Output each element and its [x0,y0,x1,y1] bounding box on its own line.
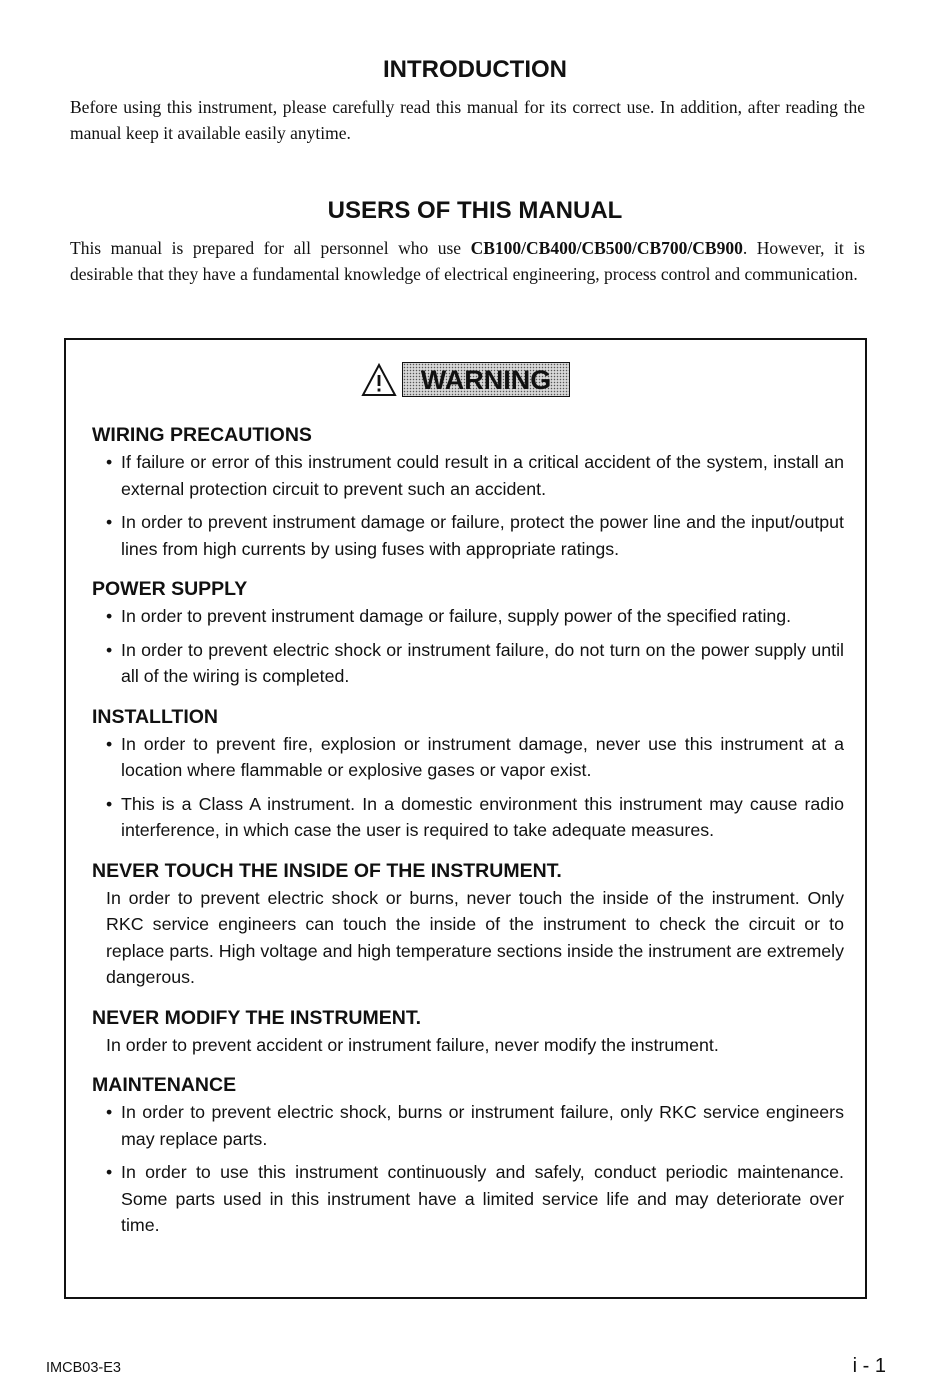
section-maintenance [92,1072,844,1239]
warning-label: WARNING [402,362,571,397]
section-text: In order to prevent electric shock or burns, never touch the inside of the instrument. Only RKC service engineers can touch the inside of the instrument to check the circuit or to replace parts. High voltage and high temperature sections inside the instrument are extremely dangerous. [106,887,844,987]
section-title: NEVER TOUCH THE INSIDE OF THE INSTRUMENT. [92,859,562,882]
section-wiring [92,422,844,562]
list-item: • In order to prevent fire, explosion or instrument damage, never use this instrument at a location where flammable or explosive gases or vapor exist. [106,733,844,780]
section-title: NEVER MODIFY THE INSTRUMENT. [92,1006,421,1029]
list-item: • In order to prevent instrument damage or failure, supply power of the specified rating. [106,606,792,626]
list-item: • In order to prevent electric shock or instrument failure, do not turn on the power supply until all of the wiring is completed. [106,639,844,686]
section-power [92,576,844,690]
section-title: WIRING PRECAUTIONS [92,424,312,446]
intro-text: Before using this instrument, please carefully read this manual for its correct use. In addition, after reading the manual keep it available easily anytime. [70,97,865,143]
users-title: USERS OF THIS MANUAL [327,197,623,224]
warning-box [64,338,867,1299]
list-item: • In order to prevent instrument damage or failure, protect the power line and the input/output lines from high currents by using fuses with appropriate ratings. [106,512,844,559]
users-text-before: This manual is prepared for all personnel who use [70,238,471,258]
intro-title: INTRODUCTION [383,56,567,83]
section-installation [92,704,844,844]
users-text-after: . However, it is desirable that they have a fundamental knowledge of electrical engineering, process control and communication. [70,238,865,284]
section-title: MAINTENANCE [92,1074,237,1096]
list-item: • If failure or error of this instrument could result in a critical accident of the system, install an external protection circuit to prevent such an accident. [106,452,844,499]
section-never-modify [92,1005,844,1059]
section-text: In order to prevent accident or instrument failure, never modify the instrument. [106,1034,719,1055]
list-item: • In order to prevent electric shock, burns or instrument failure, only RKC service engineers may replace parts. [106,1102,844,1149]
doc-code: IMCB03-E3 [46,1360,121,1376]
page-number: i - 1 [852,1355,886,1377]
list-item: • This is a Class A instrument. In a domestic environment this instrument may cause radio interference, in which case the user is required to take adequate measures. [106,793,844,840]
warning-content [92,422,844,1253]
section-title: INSTALLTION [92,705,219,728]
users-text [70,235,865,287]
section-title: POWER SUPPLY [92,578,248,600]
users-models: CB100/CB400/CB500/CB700/CB900 [470,238,743,258]
section-never-touch [92,858,844,991]
warning-triangle-icon [361,363,397,397]
list-item: • In order to use this instrument continuously and safely, conduct periodic maintenance. Some parts used in this instrument have a limited service life and may deteriorate over time. [106,1162,844,1235]
warning-header [66,362,865,397]
